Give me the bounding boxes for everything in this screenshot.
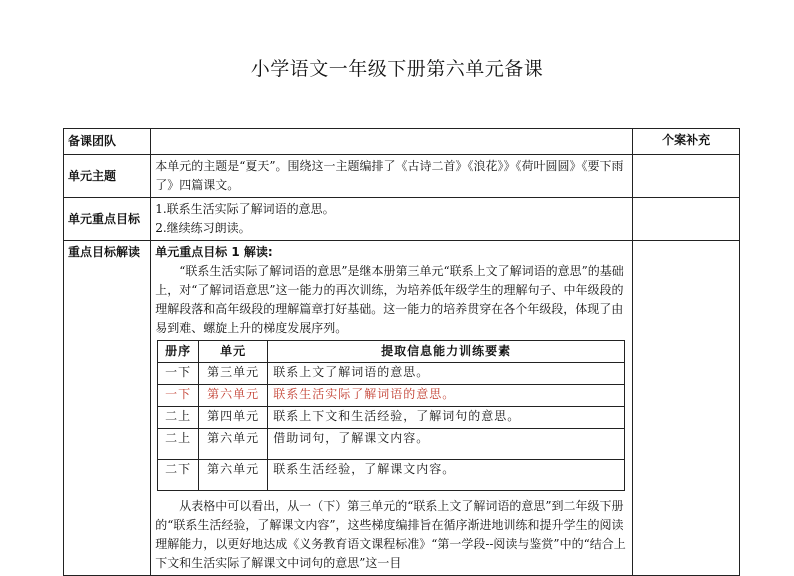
table-cell-book: 二上 [158, 429, 199, 460]
ability-header-element: 提取信息能力训练要素 [268, 341, 625, 363]
team-label: 备课团队 [64, 129, 151, 155]
goal-item-1: 1.联系生活实际了解词语的意思。 [155, 202, 335, 216]
document-title: 小学语文一年级下册第六单元备课 [250, 58, 544, 80]
theme-label: 单元主题 [64, 155, 151, 198]
table-cell-book: 一下 [158, 363, 199, 385]
table-cell-element: 联系生活经验，了解课文内容。 [268, 460, 625, 491]
interpret-label: 重点目标解读 [64, 241, 151, 576]
table-cell-unit: 第六单元 [199, 429, 268, 460]
table-cell-unit: 第六单元 [199, 460, 268, 491]
table-cell-element: 借助词句，了解课文内容。 [268, 429, 625, 460]
table-row [158, 429, 625, 460]
goal-item-2: 2.继续练习朗读。 [155, 221, 251, 235]
table-row [158, 363, 625, 385]
theme-text: 本单元的主题是“夏天”。围绕这一主题编排了《古诗二首》《浪花》》《荷叶圆圆》《要下雨了》四篇课文。 [151, 155, 633, 198]
table-cell-unit: 第六单元 [199, 385, 268, 407]
table-cell-unit: 第四单元 [199, 407, 268, 429]
ability-header-book: 册序 [158, 341, 199, 363]
goals-extra-cell[interactable] [633, 198, 740, 241]
table-cell-element: 联系生活实际了解词语的意思。 [268, 385, 625, 407]
ability-header-unit: 单元 [199, 341, 268, 363]
table-row-highlight [158, 385, 625, 407]
interpret-heading: 单元重点目标 1 解读: [155, 245, 273, 259]
theme-extra-cell[interactable] [633, 155, 740, 198]
table-cell-book: 二下 [158, 460, 199, 491]
goals-label: 单元重点目标 [64, 198, 151, 241]
ability-table [157, 340, 625, 491]
interpret-paragraph-1: “联系生活实际了解词语的意思”是继本册第三单元“联系上文了解词语的意思”的基础上，对“了解词语意思”这一能力的再次训练，为培养低年级学生的理解句子、中年级段的理解段落和高年级段的理解篇章打好基础。这一能力的培养贯穿在各个年级段，体现了由易到难、螺旋上升的梯度发展序列。 [155, 264, 624, 335]
table-cell-book: 二上 [158, 407, 199, 429]
interpret-extra-cell[interactable] [633, 241, 740, 576]
interpret-paragraph-2: 从表格中可以看出，从一（下）第三单元的“联系上文了解词语的意思”到二年级下册的“联系生活经验，了解课文内容”，这些梯度编排旨在循序渐进地训练和提升学生的阅读理解能力，以更好地达成《义务教育语文课程标准》“第一学段--阅读与鉴赏”中的“结合上下文和生活实际了解课文中词句的意思”这一目 [155, 499, 626, 570]
table-cell-book: 一下 [158, 385, 199, 407]
goals-cell [151, 198, 633, 241]
table-row [158, 407, 625, 429]
extra-header: 个案补充 [633, 129, 740, 155]
table-cell-element: 联系上下文和生活经验，了解词句的意思。 [268, 407, 625, 429]
table-row [158, 460, 625, 491]
table-cell-unit: 第三单元 [199, 363, 268, 385]
lesson-plan-table [63, 128, 740, 576]
interpret-cell [151, 241, 633, 576]
team-value[interactable] [151, 129, 633, 155]
table-cell-element: 联系上文了解词语的意思。 [268, 363, 625, 385]
